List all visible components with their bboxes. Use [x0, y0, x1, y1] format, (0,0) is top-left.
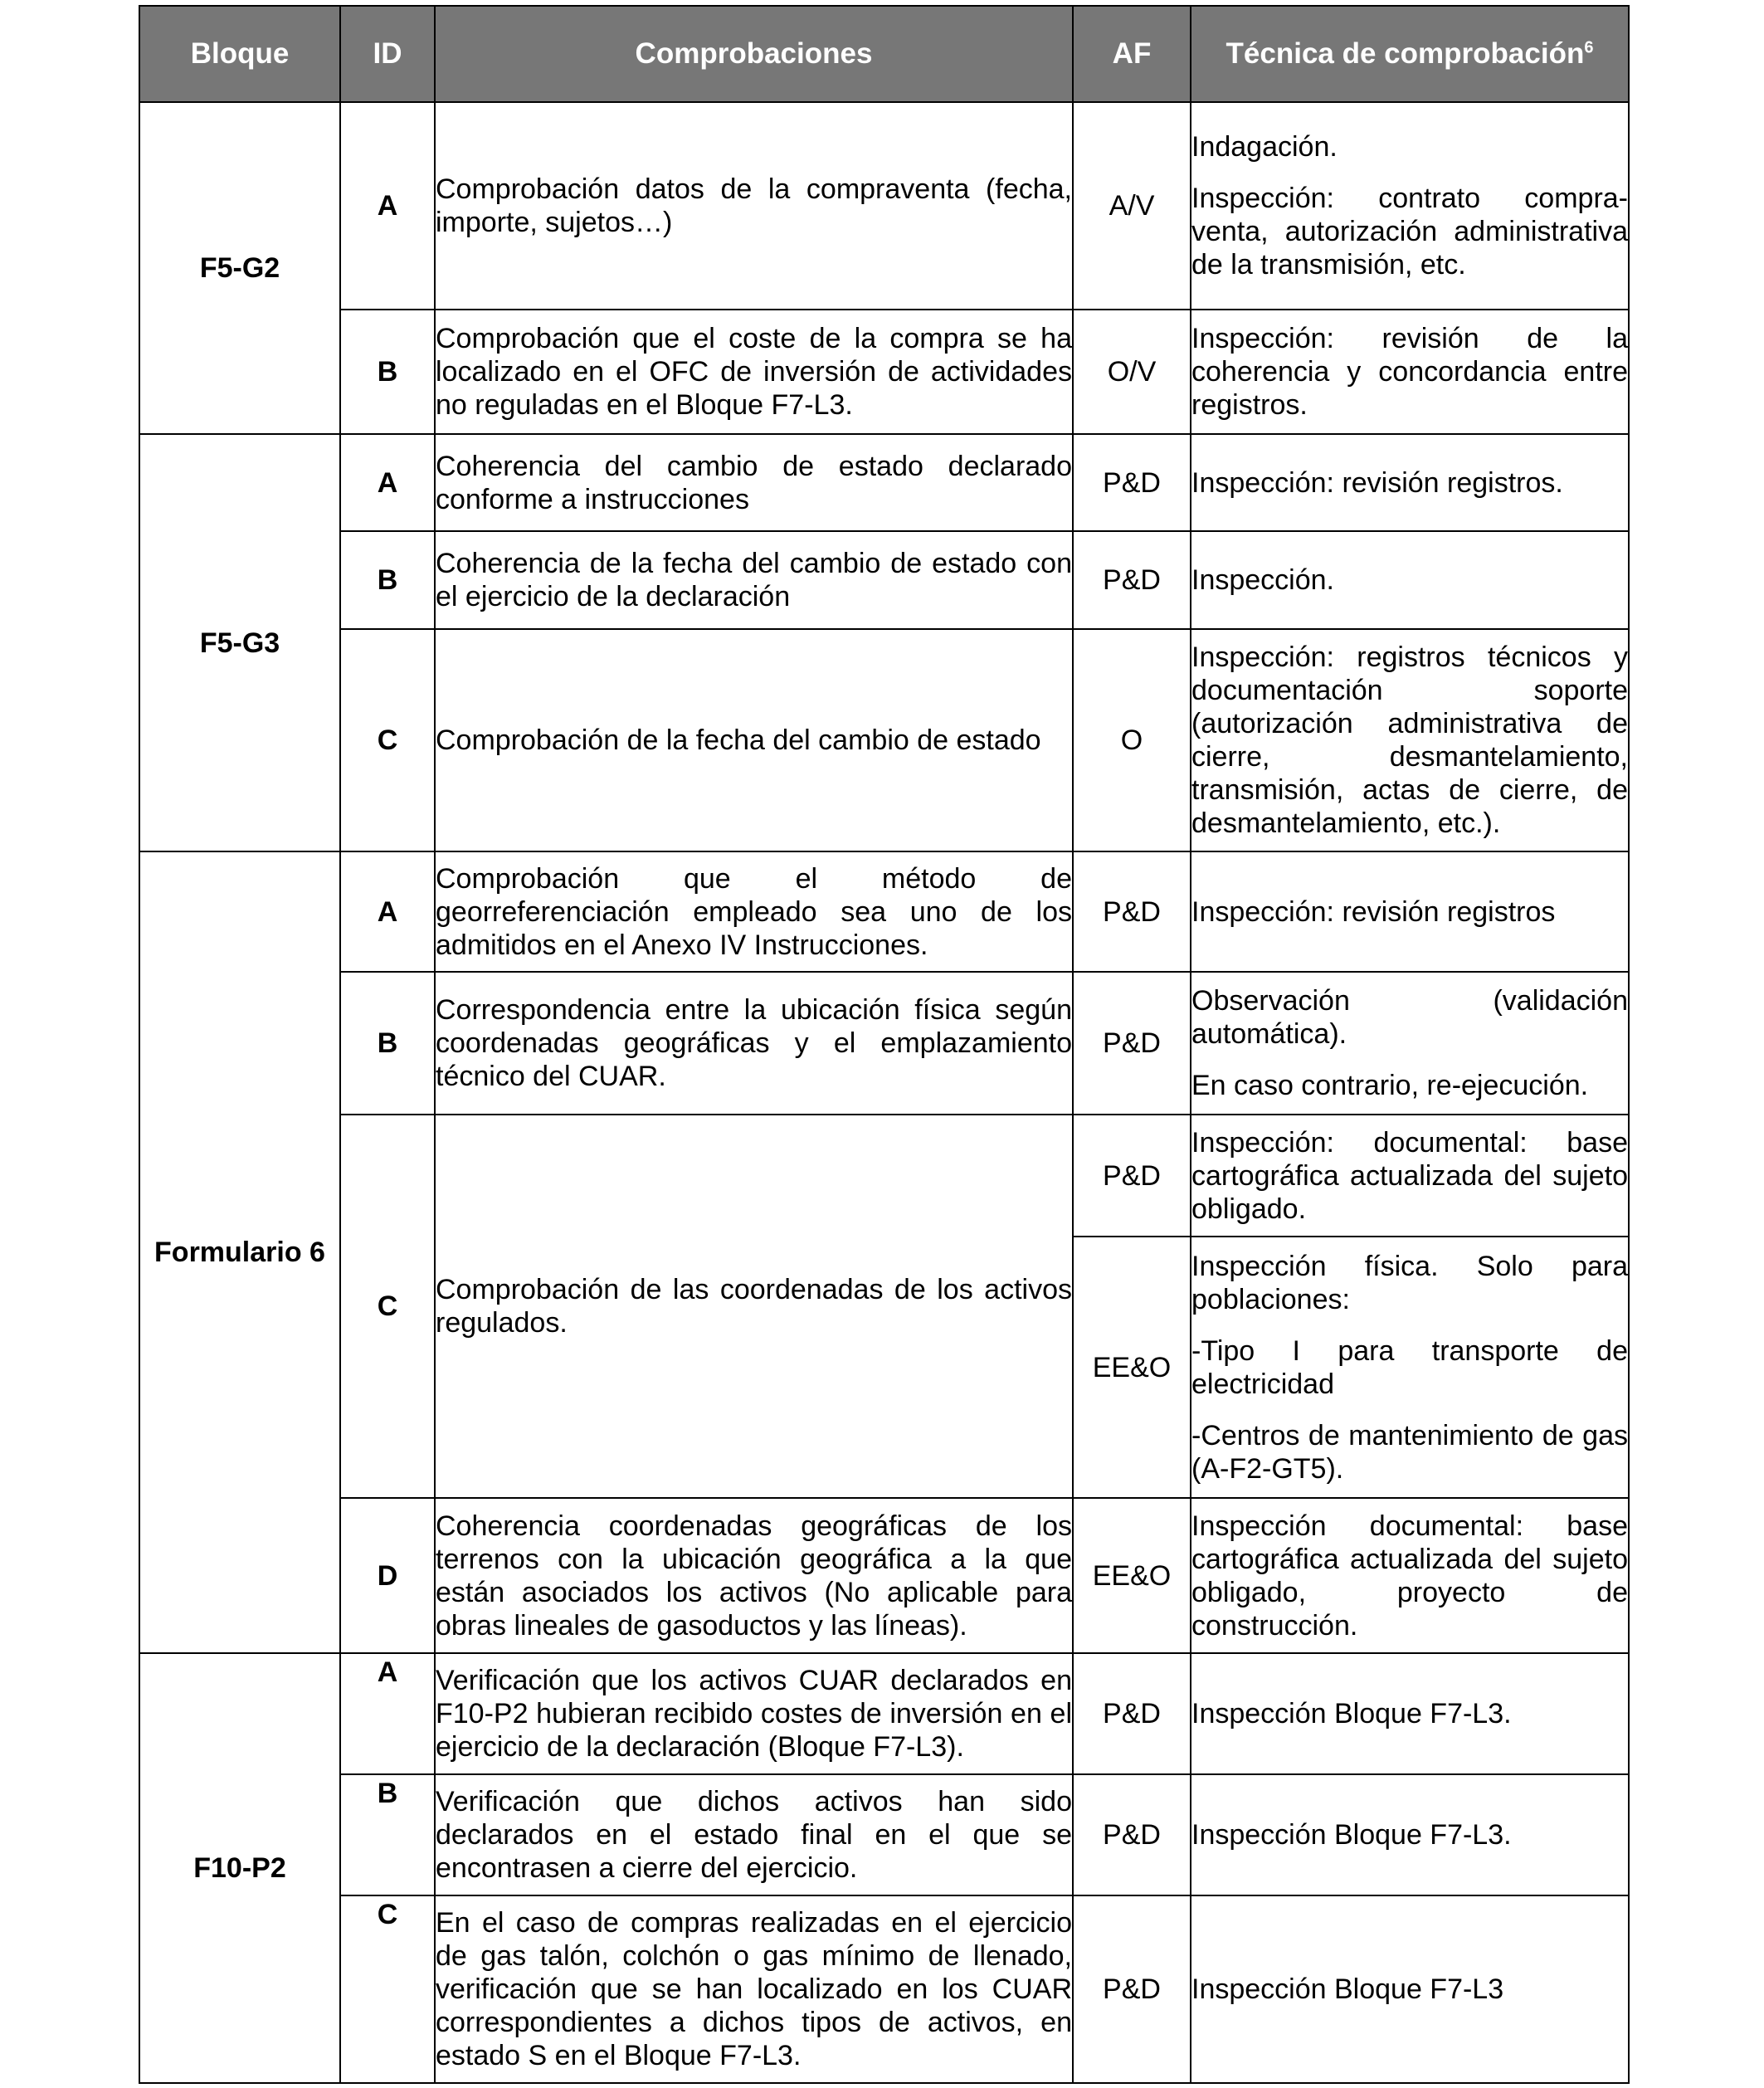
af-cell: EE&O [1073, 1237, 1191, 1498]
id-cell: A [340, 851, 435, 972]
comprobacion-cell: Comprobación datos de la compraventa (fecha, importe, sujetos…) [435, 102, 1073, 310]
id-cell: D [340, 1498, 435, 1653]
tecnica-cell: Inspección Bloque F7-L3 [1191, 1895, 1629, 2083]
id-cell: A [340, 434, 435, 531]
bloque-cell: F5-G3 [139, 434, 340, 851]
tecnica-cell: Inspección: registros técnicos y documentación soporte (autorización administrativa de cierre, desmantelamiento, transmisión, actas de cierre, de desmantelamiento, etc.). [1191, 629, 1629, 851]
header-tecnica-label: Técnica de comprobación [1226, 37, 1585, 70]
af-cell: P&D [1073, 972, 1191, 1115]
header-row [139, 6, 1629, 102]
id-cell: C [340, 629, 435, 851]
tecnica-text: Inspección física. Solo para poblaciones: [1191, 1250, 1628, 1315]
table-row [139, 310, 1629, 434]
bloque-cell: F10-P2 [139, 1653, 340, 2083]
tecnica-cell: Inspección: documental: base cartográfica actualizada del sujeto obligado. [1191, 1115, 1629, 1237]
tecnica-text: Inspección: contrato compra-venta, autorización administrativa de la transmisión, etc. [1191, 183, 1628, 281]
tecnica-text: -Centros de mantenimiento de gas (A-F2-GT5). [1191, 1419, 1628, 1485]
id-cell: A [340, 102, 435, 310]
id-cell: B [340, 531, 435, 629]
tecnica-cell: Inspección: revisión de la coherencia y concordancia entre registros. [1191, 310, 1629, 434]
comprobacion-cell: Comprobación de las coordenadas de los activos regulados. [435, 1115, 1073, 1498]
af-cell: EE&O [1073, 1498, 1191, 1653]
tecnica-cell: Inspección: revisión registros [1191, 851, 1629, 972]
table-row [139, 629, 1629, 851]
af-cell: P&D [1073, 531, 1191, 629]
header-af: AF [1073, 6, 1191, 102]
comprobacion-cell: Coherencia coordenadas geográficas de los terrenos con la ubicación geográfica a la que están asociados los activos (No aplicable para obras lineales de gasoductos y las líneas). [435, 1498, 1073, 1653]
table-row [139, 851, 1629, 972]
tecnica-cell [1191, 972, 1629, 1115]
comprobacion-cell: Comprobación que el coste de la compra se ha localizado en el OFC de inversión de actividades no reguladas en el Bloque F7-L3. [435, 310, 1073, 434]
table-row [139, 1653, 1629, 1774]
table-row [139, 1895, 1629, 2083]
af-cell: P&D [1073, 1115, 1191, 1237]
af-cell: P&D [1073, 1895, 1191, 2083]
tecnica-text: Indagación. [1191, 131, 1338, 163]
comprobacion-cell: Verificación que los activos CUAR declarados en F10-P2 hubieran recibido costes de inversión en el ejercicio de la declaración (Bloque F7-L3). [435, 1653, 1073, 1774]
tecnica-cell: Inspección Bloque F7-L3. [1191, 1774, 1629, 1895]
id-cell: B [340, 310, 435, 434]
header-bloque: Bloque [139, 6, 340, 102]
id-cell: B [340, 972, 435, 1115]
comprobacion-cell: Correspondencia entre la ubicación física según coordenadas geográficas y el emplazamiento técnico del CUAR. [435, 972, 1073, 1115]
af-cell: O/V [1073, 310, 1191, 434]
id-cell: C [340, 1895, 435, 2083]
tecnica-text: -Tipo I para transporte de electricidad [1191, 1334, 1628, 1400]
af-cell: O [1073, 629, 1191, 851]
comprobacion-cell: Coherencia del cambio de estado declarado conforme a instrucciones [435, 434, 1073, 531]
comprobacion-cell: En el caso de compras realizadas en el ejercicio de gas talón, colchón o gas mínimo de llenado, verificación que se han localizado en los CUAR correspondientes a dichos tipos de activos, en estado S en el Bloque F7-L3. [435, 1895, 1073, 2083]
tecnica-cell [1191, 1237, 1629, 1498]
af-cell: P&D [1073, 851, 1191, 972]
id-cell: A [340, 1653, 435, 1774]
tecnica-cell: Inspección: revisión registros. [1191, 434, 1629, 531]
id-cell: C [340, 1115, 435, 1498]
header-tecnica [1191, 6, 1629, 102]
id-cell: B [340, 1774, 435, 1895]
comprobacion-cell: Coherencia de la fecha del cambio de estado con el ejercicio de la declaración [435, 531, 1073, 629]
af-cell: P&D [1073, 434, 1191, 531]
af-cell: P&D [1073, 1653, 1191, 1774]
table-row [139, 1774, 1629, 1895]
table-row [139, 531, 1629, 629]
tecnica-cell [1191, 102, 1629, 310]
table-row [139, 434, 1629, 531]
tecnica-text: En caso contrario, re-ejecución. [1191, 1070, 1589, 1101]
comprobacion-cell: Comprobación de la fecha del cambio de estado [435, 629, 1073, 851]
tecnica-cell: Inspección. [1191, 531, 1629, 629]
table-row [139, 1115, 1629, 1237]
bloque-cell: Formulario 6 [139, 851, 340, 1653]
table-row [139, 1498, 1629, 1653]
af-cell: P&D [1073, 1774, 1191, 1895]
header-comprobaciones: Comprobaciones [435, 6, 1073, 102]
header-id: ID [340, 6, 435, 102]
checks-table [139, 5, 1630, 2084]
af-cell: A/V [1073, 102, 1191, 310]
table-row [139, 102, 1629, 310]
comprobacion-cell: Verificación que dichos activos han sido declarados en el estado final en el que se encontrasen a cierre del ejercicio. [435, 1774, 1073, 1895]
tecnica-cell: Inspección Bloque F7-L3. [1191, 1653, 1629, 1774]
footnote-ref: 6 [1584, 38, 1594, 57]
tecnica-cell: Inspección documental: base cartográfica actualizada del sujeto obligado, proyecto de construcción. [1191, 1498, 1629, 1653]
table-row [139, 972, 1629, 1115]
comprobacion-cell: Comprobación que el método de georreferenciación empleado sea uno de los admitidos en el Anexo IV Instrucciones. [435, 851, 1073, 972]
tecnica-text: Observación (validación automática). [1191, 985, 1628, 1050]
bloque-cell: F5-G2 [139, 102, 340, 434]
